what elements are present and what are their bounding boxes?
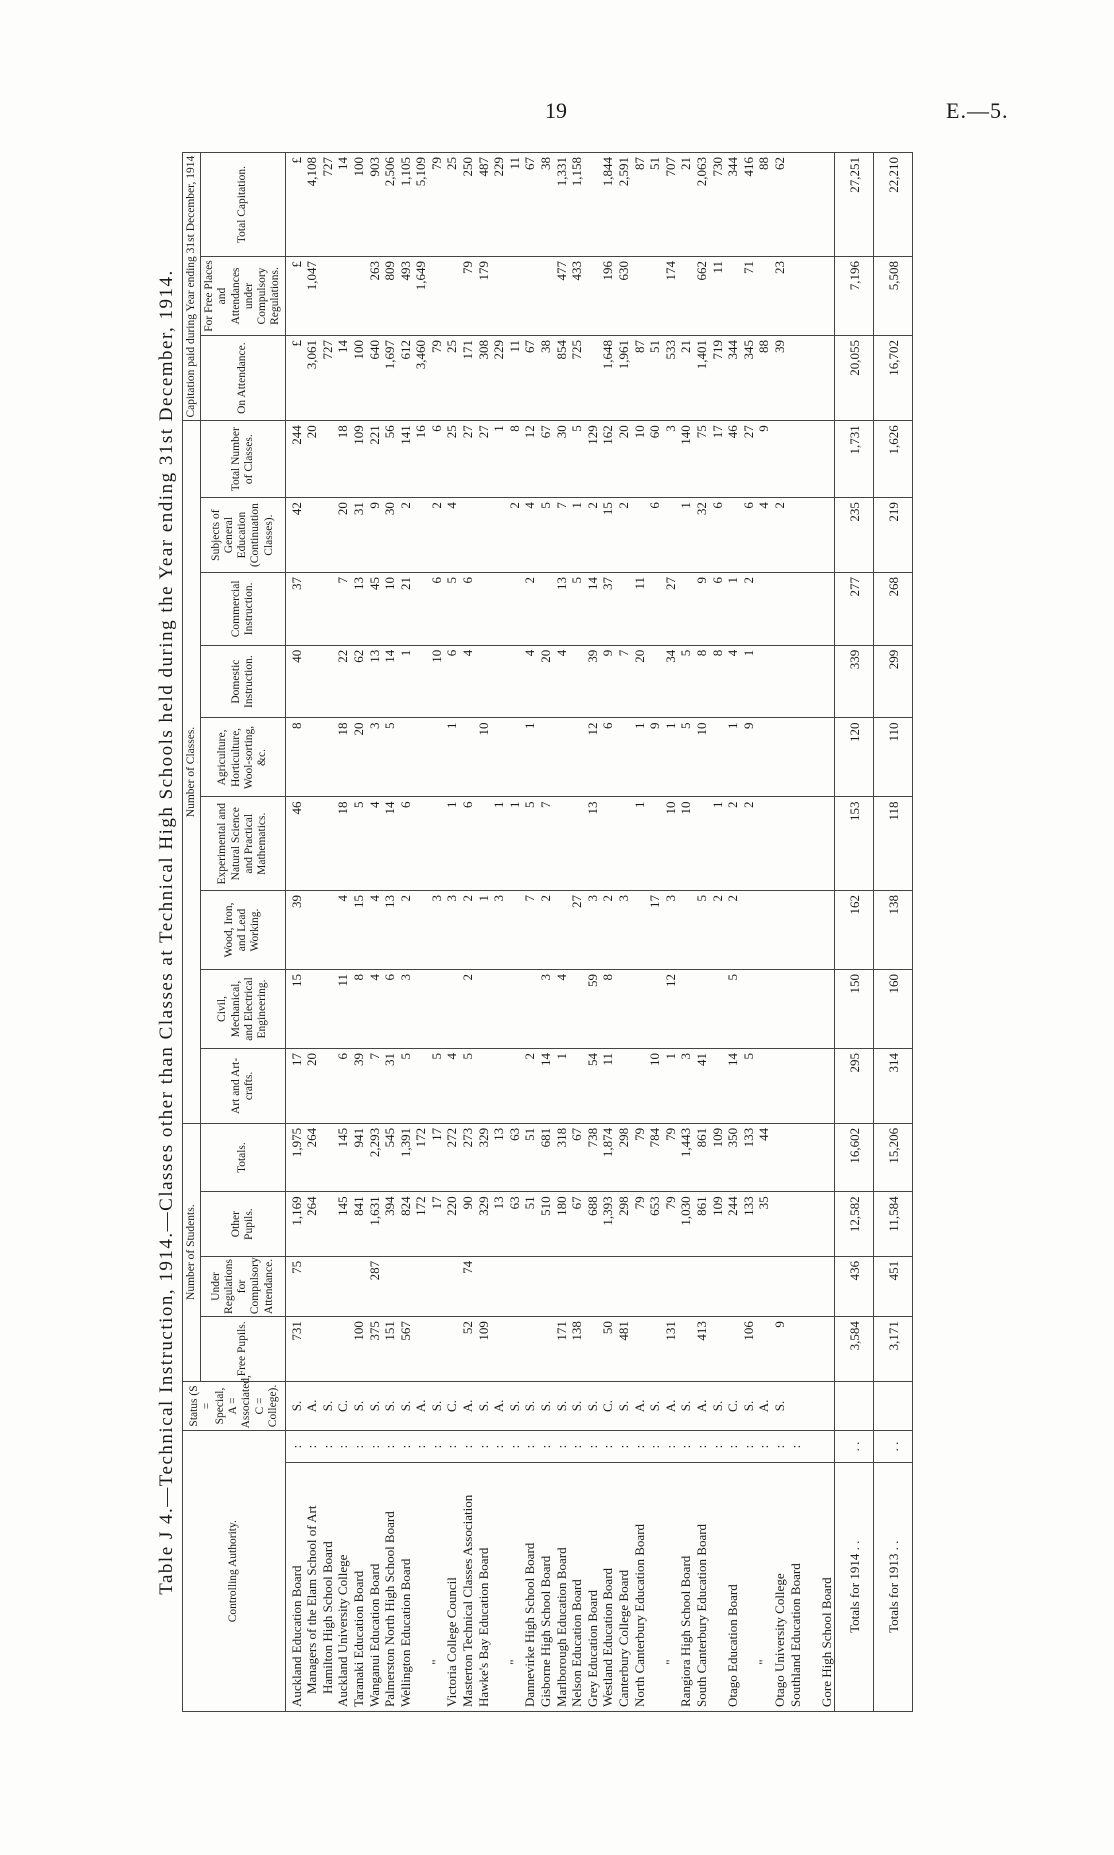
commercial-column: 37 7 13 45 10 21 6 5 6 2 13 5 14 37 11 27 9 6 1 2: [288, 577, 756, 590]
header-students-group: Number of Students.: [183, 1123, 201, 1381]
totals-1914-domestic: 339: [847, 649, 863, 670]
header-on-attendance: On Attendance.: [201, 336, 285, 421]
totals-1914-general: 235: [847, 502, 863, 522]
engineering-column: 15 11 8 4 6 3 2 3 4 59 8 12 5: [288, 974, 741, 987]
rotated-table-region: [152, 152, 994, 1712]
totals-1913-status-empty: [874, 1382, 896, 1431]
header-agriculture: Agriculture, Horticulture, Wool-sorting, &c.: [201, 718, 285, 797]
page-number: 19: [545, 98, 567, 123]
general-education-column: 42 20 31 9 30 2 2 4 2 4 5 7 1 2 15 2 6 1 32 6 6 4 2: [288, 502, 787, 516]
totals-1914-on-attendance: 20,055: [847, 340, 863, 376]
totals-1914-free: 3,584: [847, 1321, 863, 1351]
header-domestic: Domestic Instruction.: [201, 645, 285, 718]
totals-1913-on-attendance: 16,702: [885, 340, 901, 376]
totals-1914-total-capitation: 27,251: [847, 157, 863, 193]
header-compulsory: Under Regulations for Compulsory Attendance.: [201, 1256, 285, 1316]
agriculture-column: 8 18 20 3 5 1 10 1 12 6 1 9 1 5 10 1 9: [288, 722, 756, 736]
totals-1913-total-capitation: 22,210: [885, 157, 901, 193]
totals-1914-status-empty: [835, 1382, 857, 1431]
totals-1914-agriculture: 120: [847, 722, 863, 742]
totals-1914-wood: 162: [847, 895, 863, 915]
totals-column: 1,975 264 145 941 2,293 545 1,391 172 17 272 273 329 13 63 51 681 318 67 738 1,874 298 79 784 79 1,443 861 109 350 133 44: [288, 1127, 772, 1158]
header-free-places: For Free Places and Attendances under Compulsory Regulations.: [201, 257, 285, 336]
totals-1913-totals: 15,206: [885, 1127, 901, 1164]
header-science: Experimental and Natural Science and Practical Mathematics.: [201, 797, 285, 891]
header-art: Art and Art-crafts.: [201, 1048, 285, 1123]
totals-1914-engineering: 150: [847, 974, 863, 994]
totals-1913-other: 11,584: [885, 1196, 901, 1232]
table-title: Table J 4.—Technical Instruction, 1914.—Classes other than Classes at Technical High Schools held during the Year ending 31st December, 1914.: [156, 269, 177, 1595]
totals-1914-label: Totals for 1914 . .: [847, 1540, 863, 1633]
table-body-row: [285, 153, 835, 1712]
totals-1914-science: 153: [847, 801, 863, 821]
totals-1914-other: 12,582: [847, 1196, 863, 1233]
free-places-column: £ 1,047 263 809 493 1,649 79 179 477 433 196 630 174 662 11 71 23: [288, 261, 787, 291]
totals-1914-totals: 16,602: [847, 1127, 863, 1164]
technical-instruction-table: [182, 152, 913, 1712]
totals-1914-compulsory: 436: [847, 1260, 863, 1281]
totals-1914-commercial: 277: [847, 577, 863, 597]
header-status: Status (S = Special, A = Associated, C = College).: [183, 1381, 286, 1431]
science-column: 46 18 5 4 14 6 1 6 1 1 5 7 13 1 10 10 1 2 2: [288, 801, 756, 815]
totals-1913-total-classes: 1,626: [885, 425, 901, 455]
header-classes-group: Number of Classes.: [183, 421, 201, 1124]
other-pupils-column: 1,169 264 145 841 1,631 394 824 172 17 220 90 329 13 63 51 510 180 67 688 1,393 298 79 653 79 1,030 861 109 244 133 35: [288, 1196, 772, 1226]
header-free-pupils: Free Pupils.: [201, 1317, 285, 1381]
totals-1913-row: [873, 153, 912, 1712]
leader-dots-column: : : : : : : : : : : : : : : : : : : : : : : : : : : : : : : : : :: [288, 1444, 803, 1449]
header-totals: Totals.: [201, 1123, 285, 1192]
header-total-classes: Total Number of Classes.: [201, 421, 285, 498]
free-pupils-column: 731 100 375 151 567 52 109 171 138 50 481 131 413 106 9: [288, 1321, 787, 1341]
header-capitation-group: Capitation paid during Year ending 31st December, 1914: [183, 153, 201, 421]
total-classes-column: 244 20 18 109 221 56 141 16 6 25 27 27 1 8 12 67 30 5 129 162 20 10 60 3 140 75 17 46 27 9: [288, 425, 772, 445]
totals-1914-row: [835, 153, 874, 1712]
totals-1913-compulsory: 451: [885, 1260, 901, 1281]
header-authority: Controlling Authority.: [183, 1431, 286, 1712]
header-engineering: Civil, Mechanical, and Electrical Engineering.: [201, 970, 285, 1049]
totals-1913-free-places: 5,508: [885, 261, 901, 291]
document-reference: E.—5.: [946, 98, 1009, 123]
total-capitation-column: £ 4,108 727 14 100 903 2,506 1,105 5,109 79 25 250 487 229 11 67 38 1,331 1,158 1,844 2,591 87 51 707 21 2,063 730 344 416 88 62: [288, 157, 787, 187]
header-general-education: Subjects of General Education (Continuation Classes).: [201, 498, 285, 573]
art-column: 17 20 6 39 7 31 5 5 4 5 2 14 1 54 11 10 1 3 41 14 5: [288, 1052, 756, 1066]
status-column: S. A. S. C. S. S. S. S. A. S. C. A. S. A. S. S. S. S. S. S. C. S. A. S. A. S. A. S. C. S. A. S.: [288, 1399, 787, 1413]
totals-1914-total-classes: 1,731: [847, 425, 863, 455]
totals-1913-dots: . .: [885, 1441, 901, 1452]
header-total-capitation: Total Capitation.: [201, 153, 285, 257]
domestic-column: 40 22 62 13 14 1 10 6 4 4 20 4 39 9 7 20 34 5 8 8 4 1: [288, 649, 756, 663]
totals-1913-engineering: 160: [885, 974, 901, 994]
authority-column: Auckland Education Board Managers of the Elam School of Art Hamilton High School Board Auckland University College Taranaki Education Board Wanganui Education Board Palmerston North High School Board Wellington Education Board " Victoria College Council Masterton Technical Classes Association Hawke's Bay Education Board " Dannevirke High School Board Gisborne High School Board Marlborough Education Board Nelson Education Board Grey Education Board Westland Education Board Canterbury College Board North Canterbury Education Board " Rangiora High School Board South Canterbury Education Board Otago Education Board " Otago University College Southland Education Board Gore High School Board: [288, 1494, 834, 1707]
totals-1913-domestic: 299: [885, 649, 901, 670]
header-other-pupils: Other Pupils.: [201, 1192, 285, 1256]
header-wood-iron: Wood, Iron, and Lead Working.: [201, 891, 285, 970]
totals-1913-free: 3,171: [885, 1321, 901, 1351]
totals-1914-free-places: 7,196: [847, 261, 863, 291]
wood-iron-column: 39 4 15 4 13 2 3 3 2 1 3 7 2 27 3 2 3 17 3 5 2 2: [288, 895, 741, 909]
totals-1913-wood: 138: [885, 895, 901, 915]
on-attendance-column: £ 3,061 727 14 100 640 1,697 612 3,460 79 25 171 308 229 11 67 38 854 725 1,648 1,961 87 51 533 21 1,401 719 344 345 88 39: [288, 340, 787, 370]
totals-1914-art: 295: [847, 1052, 863, 1073]
header-commercial: Commercial Instruction.: [201, 573, 285, 646]
totals-1913-art: 314: [885, 1052, 901, 1073]
totals-1913-commercial: 268: [885, 577, 901, 597]
compulsory-column: 75 287 74: [288, 1260, 476, 1281]
totals-1913-science: 118: [885, 801, 901, 821]
totals-1913-agriculture: 110: [885, 722, 901, 742]
totals-1913-label: Totals for 1913 . .: [885, 1540, 901, 1633]
totals-1914-dots: . .: [847, 1441, 863, 1452]
totals-1913-general: 219: [885, 502, 901, 522]
